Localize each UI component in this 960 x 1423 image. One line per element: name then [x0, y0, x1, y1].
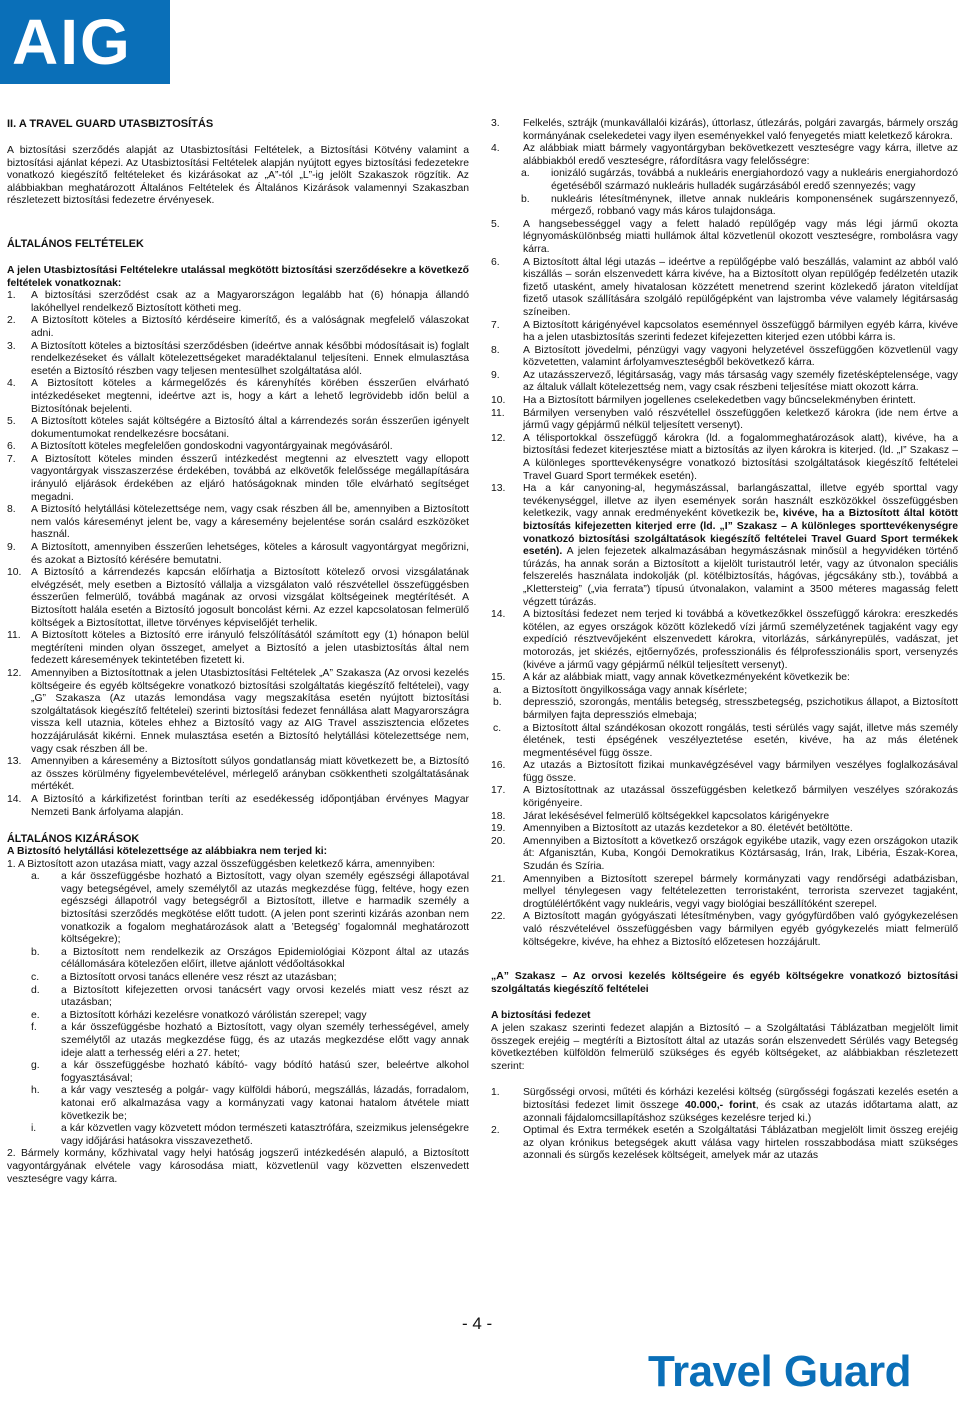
exclusion-item: 3. Felkelés, sztrájk (munkavállalói kizárás), úttorlasz, útlezárás, polgári zavargás, bármely ország kormányának cselekedetei vagy ilyen eseményekkel való fenyegetés miatt keletkező károkra.: [491, 118, 958, 142]
right-column: [491, 118, 958, 1163]
exclusion-subitem: f. a kár összefüggésbe hozható a Biztosított, vagy olyan személy terhességével, amely személytől az utazás megkezdése függ, és az utazás megkezdése előtt vagy annak ideje alatt a terhesség eléri a 27. hetet;: [31, 1022, 469, 1059]
general-conditions-title: ÁLTALÁNOS FELTÉTELEK: [7, 237, 144, 250]
left-column: [7, 118, 469, 1186]
exclusion-subitem: e. a Biztosított kórházi kezelésre vonatkozó várólistán szerepel; vagy: [31, 1009, 367, 1021]
exclusion-item: 8. A Biztosított jövedelmi, pénzügyi vagy vagyoni helyzetével összefüggően közvetlenül vagy közvetetten, valamint árfolyamveszteségből bekövetkező kárra.: [491, 344, 958, 369]
exclusion-subitem: i. a kár közvetlen vagy közvetett módon természeti katasztrófára, szeizmikus jelenségekre vagy időjárási hatásokra visszavezethető.: [31, 1123, 469, 1147]
cover-text: A jelen szakasz szerinti fedezet alapján a Biztosító – a Szolgáltatási Táblázatban megjelölt limit összegek erejéig – megtéríti a Biztosított által az utazás során elszenvedett Sérülés vagy Betegség következtében külföldön felmerülő szükséges és egyéb költségeket, az alábbiakban részletezett szerint:: [491, 1022, 958, 1072]
exclusion-subitem: c. a Biztosított orvosi tanács ellenére vesz részt az utazásban;: [31, 972, 337, 984]
exclusion-item-2: 2. Bármely kormány, kőzhivatal vagy helyi hatóság jogszerű intézkedésén alapuló, a Biztosított vagyontárgyának elvétele vagy károsodása miatt, közvetlenül vagy közvetten elszenvedett veszteségre vagy kárra.: [7, 1148, 469, 1185]
exclusion-item: 19. Amennyiben a Biztosított az utazás kezdetekor a 80. életévét betöltötte.: [491, 823, 853, 835]
exclusion-subitem: a. a Biztosított öngyilkossága vagy annak kísérlete;: [493, 684, 748, 696]
exclusion-subitem: a. a kár összefüggésbe hozható a Biztosított, vagy olyan személy egészségi állapotával vagy betegségével, amely személytől az utazás megkezdése függ, feltéve, hogy ezen egészségi állapotról vagy betegségről a Biztosított, illetve e harmadik személy a biztosítási szerződés megkötése előtt tudott. (A jelen pont szerinti kizárás azonban nem vonatkozik a fogalom meghatározások alatt a ’Betegség’ fogalomnál meghatározott költségekre);: [31, 871, 469, 946]
exclusion-1-subitems: [7, 871, 469, 1148]
general-condition-item: 7. A Biztosított köteles minden ésszerű intézkedést megtenni az elvesztett vagy ellopott vagyontárgyak visszaszerzése érdekében, továbbá az elkövetők felelőssége megállapítására irányuló eljárások érdekében az eljáró hatóságoknak minden tőle elvárható segítséget megadni.: [7, 453, 469, 503]
exclusions-continued-mid: [491, 219, 958, 483]
general-condition-item: 12. Amennyiben a Biztosítottnak a jelen Utasbiztosítási Feltételek „A” Szakasza (Az orvosi kezelés költségeire és egyéb költségekre vonatkozó biztosítási szolgáltatás kiegészítő feltételei), vagy „G” Szakasza (Az utazás lemondása vagy megszakítása esetén nyújtott biztosítási szolgáltatások kiegészítő feltételei) szerinti biztosítási fedezet fennállása alatt Magyarországra vissza kell utaznia, köteles ehhez a Biztosító vagy az AIG Travel asszisztencia előzetes hozzájárulását kikérni. Ennek mulasztása esetén a Biztosító helytállási kötelezettsége nem, vagy csak részben áll be.: [7, 667, 469, 755]
exclusion-item: 5. A hangsebességgel vagy a felett haladó repülőgép vagy más légi jármű okozta légnyomásküIönbség miatti hullámok által közvetlenül okozott veszteségre, rombolásra vagy kárra.: [491, 218, 958, 255]
exclusion-subitem: b. nukleáris létesítménynek, illetve annak nukleáris komponensének sugárszennyező, mérgező, robbanó vagy más káros tulajdonsága.: [521, 193, 958, 218]
aig-logo-text: AIG: [12, 6, 132, 78]
general-exclusions-lead: A Biztosító helytállási kötelezettsége az alábbiakra nem terjed ki:: [7, 846, 328, 858]
general-condition-item: 1. A biztosítási szerződést csak az a Magyarországon legalább hat (6) hónapja állandó lakóhellyel rendelkező Biztosított kötheti meg.: [7, 290, 469, 314]
exclusion-item: 18. Járat lekésésével felmerülő költségekkel kapcsolatos kárigényekre: [491, 810, 830, 822]
general-conditions-list: [7, 290, 469, 819]
intro-paragraph: A biztosítási szerződés alapját az Utasbiztosítási Feltételek, a Biztosítási Kötvény valamint a biztosítási ajánlat képezi. Az Utasbiztosítási Feltételek alapján nyújtott egyes biztosítási fedezetekre vonatkozó kiegészítő feltételeket és kizárásokat az „A”-tól „L”-ig jelölt Szakaszok rögzítik. Az alábbiakban meghatározott Általános Feltételek és Általános Kizárások valamennyi Szakaszban részletezett biztosítási fedezetre érvényesek.: [7, 145, 469, 207]
exclusion-subitem: h. a kár vagy veszteség a polgár- vagy külföldi háború, megszállás, lázadás, forradalom, katonai erő alkalmazása vagy a kormányzati vagy katonai hatalom átvétele miatt következik be;: [31, 1085, 469, 1122]
exclusion-subitem: c. a Biztosított által szándékosan okozott rongálás, testi sérülés vagy saját, illetve más személy életének, testi épségének veszélyeztetése esetén, kivéve, ha az más életének megmentésével függ össze.: [493, 722, 958, 759]
exclusion-item-1: 1. A Biztosított azon utazása miatt, vagy azzal összefüggésben keletkező kárra, amennyiben:: [7, 858, 435, 870]
general-condition-item: 2. A Biztosított köteles a Biztosító kérdéseire kimerítő, és a valóságnak megfelelő válaszokat adni.: [7, 315, 469, 339]
cover-item-2: 2. Optimal és Extra termékek esetén a Szolgáltatási Táblázatban megjelölt limit összeg erejéig az olyan krónikus betegségek akutt válása vagy hirtelen rosszabbodása miatt szükséges azonnali és sürgős kezelések költségeit, amelyek már az utazás: [491, 1125, 958, 1162]
general-condition-item: 8. A Biztosító helytállási kötelezettsége nem, vagy csak részben áll be, amennyiben a Biztosított nem valós káreseményt jelent be, vagy a káresemény bejelentése során csalárd eszközöket használ.: [7, 504, 469, 541]
cover-title: A biztosítási fedezet: [491, 1010, 591, 1022]
general-condition-item: 14. A Biztosító a kárkifizetést forintban teríti az esedékesség időpontjában érvényes Magyar Nemzeti Bank árfolyama alapján.: [7, 793, 469, 818]
exclusion-subitem: b. a Biztosított nem rendelkezik az Országos Epidemiológiai Központ által az utazás célállomására kötelezően előírt, illetve ajánlott védőoltásokkal: [31, 946, 469, 971]
cover-item-1: 1. Sürgősségi orvosi, műtéti és kórházi kezelési költség (sürgősségi fogászati kezelés esetén a biztosítási fedezet limit összege 40.000,- forint, és csak az utazás időtartama alatt, az azonnali fájdalomcsillapításhoz szükséges kezelésre terjed ki.): [491, 1087, 958, 1124]
exclusion-item: 10. Ha a Biztosított bármilyen jogellenes cselekedetben vagy bűncselekményben érintett.: [491, 395, 916, 407]
general-condition-item: 10. A Biztosító a kárrendezés kapcsán előírhatja a Biztosított kötelező orvosi vizsgálatának elvégzését, mely esetben a Biztosító vállalja a vizsgálaton való részvétellel összefüggésben ésszerűen felmerülő, továbbá magának az orvosi vizsgálat költségeinek megtérítését. A Biztosított halála esetén a Biztosító jogosult boncolást kérni. Az ezzel kapcsolatosan felmerülő költségek a Biztosítottat, illetve törvényes képviselőjét terhelik.: [7, 567, 469, 629]
general-condition-item: 9. A Biztosított, amennyiben ésszerűen lehetséges, köteles a károsult vagyontárgyat megőrizni, és azokat a Biztosító kérésére bemutatni.: [7, 542, 469, 566]
general-condition-item: 3. A Biztosított köteles a biztosítási szerződésben (ideértve annak későbbi módosításait is) foglalt rendelkezéseket és vállalt kötelezettségeket maradéktalanul teljesíteni. Ennek elmulasztása esetén a Biztosító részben vagy teljesen mentesülhet szolgáltatása alól.: [7, 340, 469, 377]
general-exclusions-title: ÁLTALÁNOS KIZÁRÁSOK: [7, 833, 140, 846]
exclusion-item: 9. Az utazásszervező, légitársaság, vagy más társaság vagy személy fizetésképtelensége, vagy az általuk vállalt kötelezettség nem, vagy csak részbeni teljesítése miatt okozott kárra.: [491, 369, 958, 394]
exclusion-item: 6. A Biztosított által légi utazás – ideértve a repülőgépbe való beszállás, valamint az abból való kiszállás – során elszenvedett kárra kivéve, ha a Biztosított olyan repülőgép fedélzetén utazik fizető utasként, amely hivatalosan közzétett menetrend szerint közlekedő járaton viteldíjat fizető utasok szállítására szolgáló repülőgépként van lajstromba véve valamely légitársaság színeiben.: [491, 256, 958, 318]
exclusion-subitem: b. depresszió, szorongás, mentális betegség, stresszbetegség, pszichotikus állapot, a Biztosított bármilyen fajta depressziós elmebaja;: [493, 697, 958, 721]
exclusions-continued-end: [491, 760, 958, 949]
exclusion-15-subitems: [491, 685, 958, 761]
exclusion-subitem: d. a Biztosított kifejezetten orvosi tanácsért vagy orvosi kezelés miatt vesz részt az utazásban;: [31, 984, 469, 1009]
exclusion-item: 16. Az utazás a Biztosított fizikai munkavégzésével vagy bármilyen veszélyes foglalkozásával függ össze.: [491, 760, 958, 784]
exclusion-13-bold: , kivéve, ha a Biztosított által kötött biztosítás kifejezetten kiterjed erre (ld. „I” Szakasz – A különleges sporttevékenységre vonatkozó biztosítási szolgáltatások kiegészítő feltételei Travel Guard Sport termékek esetén).: [523, 508, 959, 558]
exclusion-item: 12. A télisportokkal összefüggő károkra (ld. a fogalommeghatározások alatt), kivéve, ha a biztosítási fedezet kiterjesztése miatt a biztosítás az ilyen károkra is kiterjed. (ld. „I” Szakasz – A különleges sporttevékenységre vonatkozó biztosítási szolgáltatások kiegészítő feltételei Travel Guard Sport termékek esetén).: [491, 432, 958, 482]
exclusion-item: 7. A Biztosított kárigényével kapcsolatos eseménnyel összefüggő bármilyen egyéb kárra, kivéve ha a jelen utasbiztosítás szerinti fedezet kifejezetten kiterjed ezen utóbbi kárra is.: [491, 319, 958, 344]
exclusions-continued-top: [491, 118, 958, 168]
general-condition-item: 11. A Biztosított köteles a Biztosító erre irányuló felszólításától számított egy (1) hónapon belül megtéríteni minden olyan összeget, amelyet a Biztosító a jelen utasbiztosítás által nem fedezett káresemények tekintetében fizetett ki.: [7, 630, 469, 667]
exclusion-subitem: a. ionizáló sugárzás, továbbá a nukleáris energiahordozó vagy a nukleáris energiahordozó égetéséből származó nukleáris hulladék sugárzásából eredő szennyezés; vagy: [521, 168, 958, 192]
exclusion-item-14: 14. A biztosítási fedezet nem terjed ki továbbá a következőkkel összefüggő károkra: ereszkedés kötélen, az egyes országok között közlekedő vízi jármű személyzetének tagjaként vagy egy expedíció résztvevőjeként elszenvedett károkra, vitorlázás, sárkányrepülés, vadászat, jet motorozás, jet skiézés, ejtőernyőzés, professzionális és félprofesszionális sport, versenyzés (kivéve a jármű vagy gépjármű nélkül teljesített versenyt).: [491, 609, 958, 671]
page-number: - 4 -: [462, 1314, 493, 1333]
exclusion-item: 21. Amennyiben a Biztosított szerepel bármely kormányzati vagy rendőrségi adatbázisban, mellyel ténylegesen vagy feltételezetten terroristaként, terrorista szervezet tagjaként, drogtúlélértőként vagy nukleáris, vegyi vagy biológiai beszállítóként szerepel.: [491, 873, 958, 910]
travel-guard-logo: Travel Guard: [648, 1347, 912, 1396]
general-condition-item: 5. A Biztosított köteles saját költségére a Biztosító által a kárrendezés során ésszerűen igényelt dokumentumokat rendelkezésre bocsátani.: [7, 416, 469, 440]
exclusion-item-13: 13. Ha a kár canyoning-al, hegymászással, barlangászattal, illetve egyéb sporttal vagy tevékenységgel, illetve az ilyen események során használt eszközökkel összefüggésben keletkezik, vagy annak eredményeként következik be, kivéve, ha a Biztosított által kötött biztosítás kifejezetten kiterjed erre (ld. „I” Szakasz – A különleges sporttevékenységre vonatkozó biztosítási szolgáltatások kiegészítő feltételei Travel Guard Sport termékek esetén). A jelen fejezetek alkalmazásában hegymászásnak minősül a hegyvidéken történő túrázás, ha annak során a Biztosított a kijelölt turistautról letér, vagy az útvonalon speciális felszerelés használata indokolják (pl. kötélbiztosítás, hágóvas, jégcsákány stb.), továbbá a „Klettersteig” („via ferrata”) típusú útvonalakon, valamint a 3500 méteres magasság felett végzett túrázás.: [491, 483, 959, 608]
general-condition-item: 4. A Biztosított köteles a kármegelőzés és kárenyhítés körében ésszerűen elvárható intézkedéseket megtenni, ideértve azt is, hogy a kárt a lehető legrövidebb időn belül a Biztosítónak bejelenti.: [7, 378, 469, 415]
section-a-title: „A” Szakasz – Az orvosi kezelés költségeire és egyéb költségekre vonatkozó biztosítási szolgáltatás kiegészítő feltételei: [491, 971, 958, 995]
exclusion-item-15: 15. A kár az alábbiak miatt, vagy annak következményeként következik be:: [491, 672, 850, 684]
exclusion-item: 20. Amennyiben a Biztosított a következő országok egyikébe utazik, vagy ezen országokon utazik át: Afganisztán, Kuba, Kongói Demokratikus Köztársaság, Irán, Irak, Libéria, Észak-Korea, Szudán és Szíria.: [491, 835, 958, 873]
exclusion-item: 4. Az alábbiak miatt bármely vagyontárgyban bekövetkezett veszteségre vagy kárra, illetve az alábbiakból eredő veszteségre, ráfordításra vagy felelősségre:: [491, 143, 958, 167]
exclusion-item: 11. Bármilyen versenyben való részvétellel összefüggően keletkező károkra (ide nem értve a jármű vagy gépjármű nélkül teljesített versenyt).: [491, 407, 958, 432]
aig-logo: [0, 0, 170, 84]
exclusion-item: 17. A Biztosítottnak az utazással összefüggésben keletkező bármilyen veszélyes szórakozás körigényeire.: [491, 785, 958, 810]
exclusion-4-subitems: [491, 168, 958, 218]
exclusion-item: 22. A Biztosított magán gyógyászati létesítményben, vagy gyógyfürdőben való gyógykezelésen való részvételével összefüggésben vagy bármilyen egyéb gyógykezelés miatt felmerülő költségekre, kivéve, ha ehhez a Biztosító előzetesen hozzájárult.: [491, 911, 958, 948]
section-title: II. A TRAVEL GUARD UTASBIZTOSÍTÁS: [7, 118, 214, 130]
exclusion-subitem: g. a kár összefüggésbe hozható kábító- vagy bódító hatású szer, beleértve alkohol fogyasztásával;: [31, 1060, 469, 1084]
general-condition-item: 13. Amennyiben a káresemény a Biztosított súlyos gondatlanság miatt következett be, a Biztosító az összes körülmény figyelembevételével, mérlegelő arányban csökkentheti szolgáltatásának mértékét.: [7, 756, 469, 793]
general-condition-item: 6. A Biztosított köteles megfelelően gondoskodni vagyontárgyainak megóvásáról.: [7, 441, 393, 453]
general-conditions-lead: A jelen Utasbiztosítási Feltételekre utalással megkötött biztosítási szerződésekre a következő feltételek vonatkoznak:: [7, 264, 469, 289]
